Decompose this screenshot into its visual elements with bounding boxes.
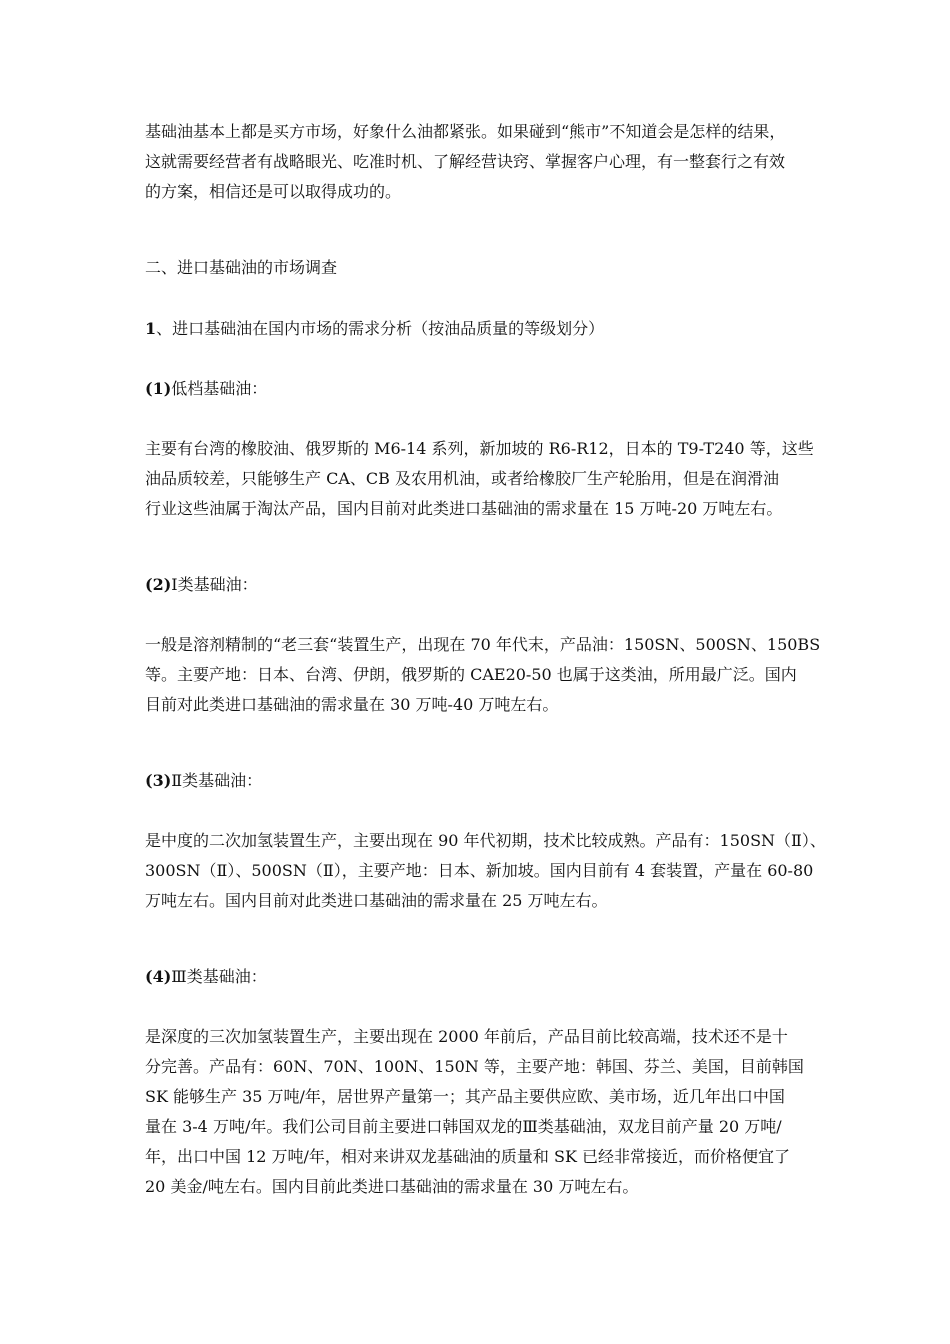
subsection-1-title [145,314,604,344]
group-2-heading [145,766,262,796]
group-3-line-4: 量在 3-4 万吨/年。我们公司目前主要进口韩国双龙的Ⅲ类基础油，双龙目前产量 20 万吨/ [145,1117,782,1136]
group-3-line-1: 是深度的三次加氢装置生产，主要出现在 2000 年前后，产品目前比较高端，技术还不是十 [145,1027,788,1046]
low-grade-line-3: 行业这些油属于淘汰产品，国内目前对此类进口基础油的需求量在 15 万吨-20 万吨左右。 [145,499,783,518]
group-1-line-3: 目前对此类进口基础油的需求量在 30 万吨-40 万吨左右。 [145,695,559,714]
low-grade-line-1: 主要有台湾的橡胶油、俄罗斯的 M6-14 系列，新加坡的 R6-R12，日本的 T9-T240 等，这些 [145,439,814,458]
intro-paragraph [145,117,813,207]
group-3-paragraph [145,1022,813,1202]
intro-line-2: 这就需要经营者有战略眼光、吃准时机、了解经营诀窍、掌握客户心理，有一整套行之有效 [145,152,786,171]
group-1-line-1: 一般是溶剂精制的“老三套“装置生产，出现在 70 年代末，产品油：150SN、500SN、150BS [145,635,821,654]
group-2-line-2: 300SN（Ⅱ）、500SN（Ⅱ），主要产地：日本、新加坡。国内目前有 4 套装置，产量在 60-80 [145,861,814,880]
group-3-title: Ⅲ类基础油： [171,967,267,986]
low-grade-title: 低档基础油： [171,379,268,398]
low-grade-heading [145,374,267,404]
group-3-line-5: 年，出口中国 12 万吨/年，相对来讲双龙基础油的质量和 SK 已经非常接近，而价格便宜了 [145,1147,791,1166]
group-2-paragraph [145,826,826,916]
group-2-line-1: 是中度的二次加氢装置生产，主要出现在 90 年代初期，技术比较成熟。产品有：150SN（Ⅱ）、 [145,831,826,850]
subsection-1-number: 1 [145,319,157,338]
intro-line-1: 基础油基本上都是买方市场，好象什么油都紧张。如果碰到“熊市”不知道会是怎样的结果， [145,122,786,141]
group-1-number: (2) [145,575,172,594]
group-3-line-2: 分完善。产品有：60N、70N、100N、150N 等，主要产地：韩国、芬兰、美国，目前韩国 [145,1057,804,1076]
subsection-1-text: 、进口基础油在国内市场的需求分析（按油品质量的等级划分） [156,319,605,338]
group-2-line-3: 万吨左右。国内目前对此类进口基础油的需求量在 25 万吨左右。 [145,891,608,910]
group-2-number: (3) [145,771,172,790]
group-1-paragraph [145,630,821,720]
intro-line-3: 的方案，相信还是可以取得成功的。 [145,182,402,201]
group-1-title: Ⅰ类基础油： [171,575,258,594]
low-grade-number: (1) [145,379,172,398]
group-3-line-6: 20 美金/吨左右。国内目前此类进口基础油的需求量在 30 万吨左右。 [145,1177,639,1196]
group-3-heading [145,962,267,992]
section-2-title: 二、进口基础油的市场调查 [145,258,338,277]
low-grade-paragraph [145,434,813,524]
low-grade-line-2: 油品质较差，只能够生产 CA、CB 及农用机油，或者给橡胶厂生产轮胎用，但是在润滑油 [145,469,779,488]
group-1-line-2: 等。主要产地：日本、台湾、伊朗，俄罗斯的 CAE20-50 也属于这类油，所用最广泛。国内 [145,665,797,684]
group-3-number: (4) [145,967,172,986]
group-3-line-3: SK 能够生产 35 万吨/年，居世界产量第一；其产品主要供应欧、美市场，近几年出口中国 [145,1087,785,1106]
group-1-heading [145,570,258,600]
group-2-title: Ⅱ类基础油： [171,771,263,790]
